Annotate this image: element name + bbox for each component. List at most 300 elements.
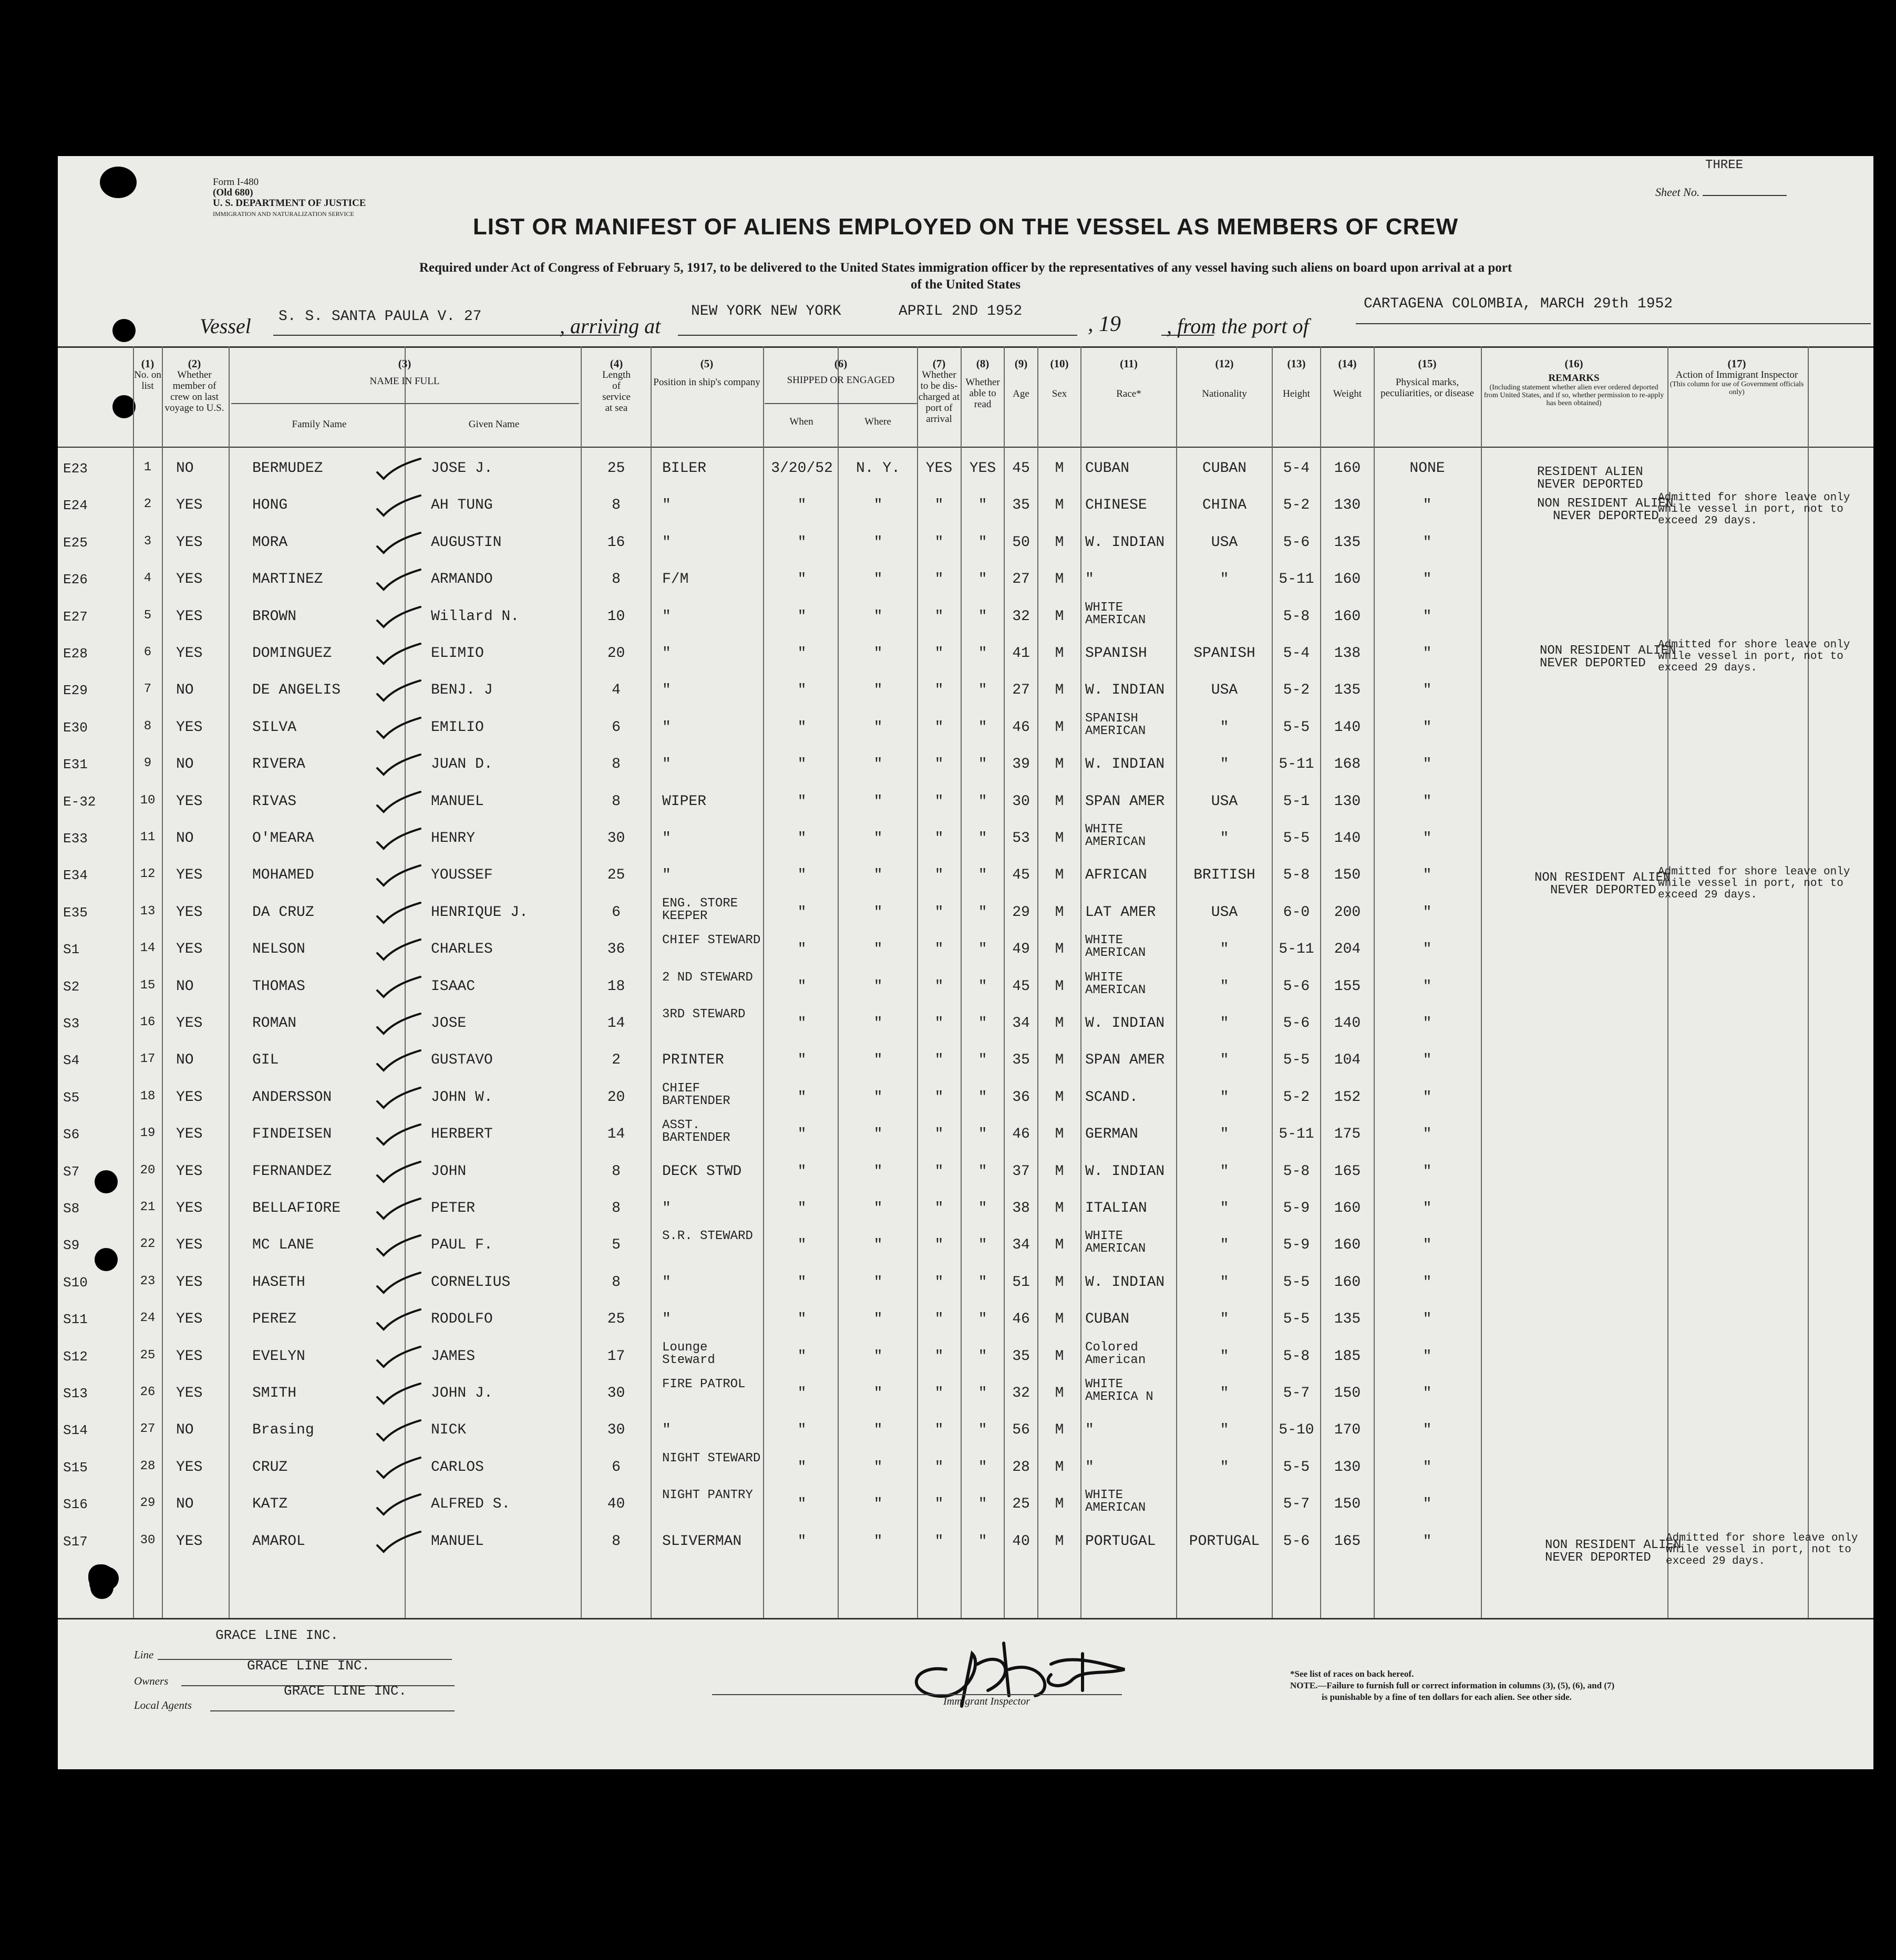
sheet-word: THREE bbox=[1705, 158, 1744, 172]
cell-code: S9 bbox=[63, 1237, 80, 1254]
cell-age: 28 bbox=[1012, 1459, 1030, 1476]
cell-marks: " bbox=[1423, 1496, 1432, 1513]
cell-nationality: " bbox=[1220, 1200, 1229, 1216]
cell-race: SPAN AMER bbox=[1085, 793, 1165, 810]
cell-age: 46 bbox=[1012, 1311, 1030, 1328]
cell-weight: 104 bbox=[1334, 1052, 1361, 1069]
col-17-header: (17) Action of Immigrant Inspector (This column for use of Government officials only) bbox=[1670, 357, 1804, 396]
cell-family: CRUZ bbox=[252, 1459, 288, 1476]
cell-code: S1 bbox=[63, 942, 80, 958]
cell-family: BERMUDEZ bbox=[252, 460, 323, 477]
agents-label: Local Agents bbox=[134, 1699, 192, 1711]
cell-age: 32 bbox=[1012, 1385, 1030, 1401]
cell-when: " bbox=[797, 1052, 807, 1069]
cell-when: " bbox=[797, 1015, 807, 1031]
cell-read: " bbox=[978, 1015, 987, 1031]
cell-no: 30 bbox=[140, 1533, 156, 1548]
cell-read: " bbox=[978, 645, 987, 662]
cell-discharged: " bbox=[934, 1422, 944, 1439]
col-1-header: (1) No. on list bbox=[134, 357, 161, 391]
cell-position: " bbox=[662, 497, 671, 514]
cell-nationality: " bbox=[1220, 571, 1229, 588]
cell-marks: " bbox=[1423, 1459, 1432, 1476]
cell-discharged: " bbox=[934, 1274, 944, 1291]
cell-service: 17 bbox=[607, 1348, 625, 1365]
cell-nationality: " bbox=[1220, 1237, 1229, 1254]
col-15-header: (15) Physical marks, peculiarities, or disease bbox=[1380, 357, 1474, 399]
cell-code: S13 bbox=[63, 1386, 88, 1401]
sheet-number bbox=[1655, 185, 1787, 199]
cell-given: HENRIQUE J. bbox=[431, 904, 528, 921]
cell-sex: M bbox=[1055, 1348, 1064, 1365]
cell-given: AUGUSTIN bbox=[431, 534, 502, 551]
cell-discharged: " bbox=[934, 534, 944, 551]
form-id bbox=[213, 177, 366, 219]
cell-where: N. Y. bbox=[856, 460, 900, 477]
cell-discharged: " bbox=[934, 941, 944, 958]
cell-marks: " bbox=[1423, 978, 1432, 995]
table-row bbox=[58, 711, 1873, 751]
cell-read: " bbox=[978, 1422, 987, 1439]
subtitle-line-2: of the United States bbox=[910, 277, 1021, 292]
cell-race: GERMAN bbox=[1085, 1126, 1138, 1143]
cell-read: " bbox=[978, 830, 987, 847]
cell-when: " bbox=[797, 904, 807, 921]
cell-service: 10 bbox=[607, 608, 625, 625]
check-mark-icon bbox=[373, 1048, 424, 1074]
cell-marks: " bbox=[1423, 1348, 1432, 1365]
cell-no: 23 bbox=[140, 1274, 156, 1288]
cell-discharged: " bbox=[934, 719, 944, 736]
cell-height: 5-2 bbox=[1283, 682, 1310, 699]
col-9-header: (9) Age bbox=[1013, 357, 1029, 399]
cell-family: AMAROL bbox=[252, 1533, 305, 1550]
cell-marks: " bbox=[1423, 1237, 1432, 1254]
cell-sex: M bbox=[1055, 608, 1064, 625]
cell-code: S7 bbox=[63, 1163, 80, 1180]
cell-nationality: USA bbox=[1211, 904, 1238, 921]
cell-position: " bbox=[662, 1422, 671, 1439]
cell-last: NO bbox=[176, 1496, 194, 1513]
cell-height: 5-8 bbox=[1283, 608, 1310, 625]
cell-read: " bbox=[978, 1052, 987, 1069]
cell-service: 4 bbox=[612, 682, 621, 699]
cell-discharged: " bbox=[934, 867, 944, 884]
cell-where: " bbox=[873, 1496, 883, 1513]
cell-no: 20 bbox=[140, 1163, 156, 1178]
page-title: LIST OR MANIFEST OF ALIENS EMPLOYED ON THE VESSEL AS MEMBERS OF CREW bbox=[472, 214, 1459, 240]
cell-read: " bbox=[978, 1459, 987, 1476]
cell-service: 8 bbox=[612, 1163, 621, 1180]
cell-discharged: " bbox=[934, 1163, 944, 1180]
cell-age: 51 bbox=[1012, 1274, 1030, 1291]
cell-when: " bbox=[797, 1200, 807, 1216]
cell-read: " bbox=[978, 867, 987, 884]
table-row bbox=[58, 530, 1873, 566]
cell-position: FIRE PATROL bbox=[662, 1377, 746, 1391]
check-mark-icon bbox=[373, 1196, 424, 1222]
cell-given: YOUSSEF bbox=[431, 867, 493, 884]
vessel-name: S. S. SANTA PAULA V. 27 bbox=[279, 308, 482, 325]
cell-sex: M bbox=[1055, 941, 1064, 958]
cell-marks: " bbox=[1423, 1422, 1432, 1439]
check-mark-icon bbox=[373, 1492, 424, 1518]
cell-age: 45 bbox=[1012, 867, 1030, 884]
check-mark-icon bbox=[373, 827, 424, 852]
cell-weight: 165 bbox=[1334, 1533, 1361, 1550]
check-mark-icon bbox=[373, 1345, 424, 1370]
cell-when: " bbox=[797, 756, 807, 773]
cell-code: E23 bbox=[63, 461, 88, 477]
cell-where: " bbox=[873, 1052, 883, 1069]
cell-last: YES bbox=[176, 497, 203, 514]
cell-nationality: SPANISH bbox=[1193, 645, 1255, 662]
cell-where: " bbox=[873, 719, 883, 736]
cell-given: MANUEL bbox=[431, 1533, 484, 1550]
cell-given: EMILIO bbox=[431, 719, 484, 736]
cell-given: JUAN D. bbox=[431, 756, 493, 773]
cell-service: 18 bbox=[607, 978, 625, 995]
cell-marks: " bbox=[1423, 1385, 1432, 1401]
cell-discharged: " bbox=[934, 1348, 944, 1365]
cell-weight: 160 bbox=[1334, 1237, 1361, 1254]
cell-service: 25 bbox=[607, 460, 625, 477]
cell-marks: " bbox=[1423, 830, 1432, 847]
cell-last: YES bbox=[176, 1459, 203, 1476]
cell-last: YES bbox=[176, 1089, 203, 1106]
cell-given: HERBERT bbox=[431, 1126, 493, 1143]
cell-code: S11 bbox=[63, 1312, 88, 1328]
cell-age: 35 bbox=[1012, 1348, 1030, 1365]
cell-age: 45 bbox=[1012, 978, 1030, 995]
check-mark-icon bbox=[373, 901, 424, 926]
table-row bbox=[58, 933, 1873, 973]
cell-discharged: " bbox=[934, 756, 944, 773]
check-mark-icon bbox=[373, 678, 424, 704]
cell-no: 7 bbox=[143, 682, 152, 697]
cell-position: " bbox=[662, 719, 671, 736]
cell-last: YES bbox=[176, 1163, 203, 1180]
service: IMMIGRATION AND NATURALIZATION SERVICE bbox=[213, 210, 354, 218]
cell-position: ENG. STORE KEEPER bbox=[662, 896, 738, 923]
cell-height: 5-5 bbox=[1283, 830, 1310, 847]
cell-given: ISAAC bbox=[431, 978, 476, 995]
cell-read: " bbox=[978, 1200, 987, 1216]
cell-race: WHITE AMERICAN bbox=[1085, 933, 1146, 961]
cell-service: 14 bbox=[607, 1126, 625, 1143]
cell-height: 5-11 bbox=[1279, 941, 1314, 958]
cell-given: CHARLES bbox=[431, 941, 493, 958]
cell-race: W. INDIAN bbox=[1085, 1274, 1165, 1291]
cell-position: NIGHT PANTRY bbox=[662, 1488, 753, 1503]
cell-marks: " bbox=[1423, 941, 1432, 958]
table-row bbox=[58, 1306, 1873, 1343]
cell-no: 28 bbox=[140, 1459, 156, 1473]
arriving-label: , arriving at bbox=[560, 314, 661, 338]
remark-shore-leave-4: Admitted for shore leave only while vessel in port, not to exceed 29 days. bbox=[1666, 1532, 1858, 1567]
cell-family: HASETH bbox=[252, 1274, 305, 1291]
cell-sex: M bbox=[1055, 1422, 1064, 1439]
cell-no: 27 bbox=[140, 1422, 156, 1437]
cell-sex: M bbox=[1055, 1015, 1064, 1031]
departure-port: CARTAGENA COLOMBIA, MARCH 29th 1952 bbox=[1364, 296, 1673, 312]
cell-no: 25 bbox=[140, 1348, 156, 1363]
cell-marks: " bbox=[1423, 719, 1432, 736]
cell-last: YES bbox=[176, 645, 203, 662]
cell-height: 5-7 bbox=[1283, 1496, 1310, 1513]
cell-marks: " bbox=[1423, 867, 1432, 884]
cell-no: 16 bbox=[140, 1015, 156, 1029]
cell-nationality: " bbox=[1220, 1089, 1229, 1106]
cell-where: " bbox=[873, 1237, 883, 1254]
check-mark-icon bbox=[373, 531, 424, 556]
cell-sex: M bbox=[1055, 534, 1064, 551]
cell-code: S10 bbox=[63, 1274, 88, 1291]
cell-marks: " bbox=[1423, 1163, 1432, 1180]
cell-code: S5 bbox=[63, 1089, 80, 1106]
owners-label: Owners bbox=[134, 1675, 169, 1687]
cell-race: WHITE AMERICAN bbox=[1085, 1229, 1146, 1256]
cell-nationality: BRITISH bbox=[1193, 867, 1255, 884]
cell-last: YES bbox=[176, 719, 203, 736]
col-12-header: (12) Nationality bbox=[1202, 357, 1247, 399]
cell-age: 34 bbox=[1012, 1015, 1030, 1031]
cell-no: 2 bbox=[143, 497, 152, 512]
table-row bbox=[58, 751, 1873, 788]
cell-sex: M bbox=[1055, 719, 1064, 736]
cell-height: 5-8 bbox=[1283, 1348, 1310, 1365]
col-3-header: (3) NAME IN FULL bbox=[369, 357, 440, 387]
sheet-label: Sheet No. bbox=[1655, 185, 1700, 199]
cell-position: Lounge Steward bbox=[662, 1340, 715, 1367]
cell-weight: 160 bbox=[1334, 1274, 1361, 1291]
cell-marks: " bbox=[1423, 571, 1432, 588]
cell-read: " bbox=[978, 756, 987, 773]
cell-discharged: " bbox=[934, 793, 944, 810]
cell-position: " bbox=[662, 1200, 671, 1216]
cell-last: YES bbox=[176, 904, 203, 921]
cell-discharged: " bbox=[934, 904, 944, 921]
cell-when: " bbox=[797, 497, 807, 514]
cell-race: PORTUGAL bbox=[1085, 1533, 1156, 1550]
table-row bbox=[58, 1377, 1873, 1417]
cell-no: 15 bbox=[140, 978, 156, 993]
cell-code: S16 bbox=[63, 1497, 88, 1513]
cell-service: 8 bbox=[612, 1274, 621, 1291]
table-row bbox=[58, 1118, 1873, 1158]
cell-height: 5-5 bbox=[1283, 1274, 1310, 1291]
cell-position: " bbox=[662, 682, 671, 699]
cell-weight: 130 bbox=[1334, 1459, 1361, 1476]
cell-position: PRINTER bbox=[662, 1052, 724, 1069]
cell-last: NO bbox=[176, 460, 194, 477]
cell-code: E34 bbox=[63, 868, 88, 884]
cell-code: E28 bbox=[63, 646, 88, 662]
cell-code: E25 bbox=[63, 534, 88, 551]
cell-weight: 155 bbox=[1334, 978, 1361, 995]
cell-given: PAUL F. bbox=[431, 1237, 493, 1254]
cell-when: " bbox=[797, 1533, 807, 1550]
cell-family: MOHAMED bbox=[252, 867, 314, 884]
cell-position: NIGHT STEWARD bbox=[662, 1451, 761, 1466]
cell-last: YES bbox=[176, 1348, 203, 1365]
cell-where: " bbox=[873, 1533, 883, 1550]
cell-sex: M bbox=[1055, 497, 1064, 514]
cell-race: CUBAN bbox=[1085, 1311, 1130, 1328]
cell-service: 20 bbox=[607, 645, 625, 662]
cell-code: E29 bbox=[63, 683, 88, 699]
cell-height: 5-9 bbox=[1283, 1200, 1310, 1216]
cell-age: 30 bbox=[1012, 793, 1030, 810]
col-10-header: (10) Sex bbox=[1050, 357, 1069, 399]
cell-race: W. INDIAN bbox=[1085, 682, 1165, 699]
cell-sex: M bbox=[1055, 904, 1064, 921]
check-mark-icon bbox=[373, 1418, 424, 1443]
cell-code: S17 bbox=[63, 1533, 88, 1550]
cell-discharged: " bbox=[934, 1496, 944, 1513]
cell-nationality: USA bbox=[1211, 682, 1238, 699]
cell-read: " bbox=[978, 1163, 987, 1180]
cell-family: Brasing bbox=[252, 1422, 314, 1439]
cell-family: SILVA bbox=[252, 719, 297, 736]
cell-nationality: PORTUGAL bbox=[1189, 1533, 1260, 1550]
table-row bbox=[58, 1159, 1873, 1195]
remark-resident-alien: RESIDENT ALIEN NEVER DEPORTED bbox=[1537, 465, 1643, 492]
col-14-header: (14) Weight bbox=[1333, 357, 1362, 399]
cell-weight: 152 bbox=[1334, 1089, 1361, 1106]
cell-given: RODOLFO bbox=[431, 1311, 493, 1328]
cell-when: " bbox=[797, 1459, 807, 1476]
check-mark-icon bbox=[373, 790, 424, 815]
cell-race: WHITE AMERICAN bbox=[1085, 1488, 1146, 1515]
col-3a-header: Family Name bbox=[292, 419, 347, 430]
cell-family: RIVAS bbox=[252, 793, 297, 810]
cell-last: NO bbox=[176, 1422, 194, 1439]
cell-sex: M bbox=[1055, 793, 1064, 810]
cell-age: 32 bbox=[1012, 608, 1030, 625]
cell-given: HENRY bbox=[431, 830, 476, 847]
cell-service: 40 bbox=[607, 1496, 625, 1513]
cell-height: 5-6 bbox=[1283, 1015, 1310, 1031]
cell-age: 45 bbox=[1012, 460, 1030, 477]
cell-read: " bbox=[978, 497, 987, 514]
cell-no: 12 bbox=[140, 867, 156, 882]
cell-race: SPANISH AMERICAN bbox=[1085, 711, 1146, 738]
cell-read: " bbox=[978, 534, 987, 551]
cell-age: 40 bbox=[1012, 1533, 1030, 1550]
remark-shore-leave-2: Admitted for shore leave only while vessel in port, not to exceed 29 days. bbox=[1658, 639, 1850, 674]
cell-nationality: USA bbox=[1211, 534, 1238, 551]
check-mark-icon bbox=[373, 1271, 424, 1296]
cell-no: 26 bbox=[140, 1385, 156, 1399]
cell-nationality: CUBAN bbox=[1202, 460, 1246, 477]
punch-hole bbox=[89, 1570, 112, 1593]
cell-nationality: " bbox=[1220, 756, 1229, 773]
cell-last: YES bbox=[176, 1311, 203, 1328]
cell-position: " bbox=[662, 1274, 671, 1291]
col-2-header: (2) Whether member of crew on last voyage to U.S. bbox=[164, 357, 224, 414]
table-row bbox=[58, 1007, 1873, 1047]
cell-discharged: " bbox=[934, 1459, 944, 1476]
cell-service: 2 bbox=[612, 1052, 621, 1069]
cell-discharged: " bbox=[934, 1311, 944, 1328]
note-penalty: NOTE.—Failure to furnish full or correct information in columns (3), (5), (6), and (7) bbox=[1290, 1680, 1615, 1690]
cell-given: JOHN W. bbox=[431, 1089, 493, 1106]
cell-family: GIL bbox=[252, 1052, 279, 1069]
cell-no: 4 bbox=[143, 571, 152, 586]
cell-given: JOSE bbox=[431, 1015, 467, 1031]
cell-read: " bbox=[978, 1348, 987, 1365]
table-row bbox=[58, 896, 1873, 936]
table-row bbox=[58, 1047, 1873, 1084]
cell-nationality: " bbox=[1220, 1126, 1229, 1143]
cell-last: YES bbox=[176, 608, 203, 625]
cell-family: THOMAS bbox=[252, 978, 305, 995]
cell-position: BILER bbox=[662, 460, 707, 477]
cell-discharged: " bbox=[934, 978, 944, 995]
cell-read: " bbox=[978, 904, 987, 921]
cell-when: " bbox=[797, 1237, 807, 1254]
cell-discharged: " bbox=[934, 645, 944, 662]
cell-family: NELSON bbox=[252, 941, 305, 958]
cell-last: YES bbox=[176, 1200, 203, 1216]
cell-discharged: " bbox=[934, 1052, 944, 1069]
cell-discharged: " bbox=[934, 608, 944, 625]
remark-non-resident-3: NON RESIDENT ALIEN NEVER DEPORTED bbox=[1534, 871, 1671, 898]
cell-nationality: USA bbox=[1211, 793, 1238, 810]
cell-weight: 175 bbox=[1334, 1126, 1361, 1143]
table-row bbox=[58, 1417, 1873, 1454]
cell-age: 41 bbox=[1012, 645, 1030, 662]
cell-no: 8 bbox=[143, 719, 152, 734]
cell-last: YES bbox=[176, 1237, 203, 1254]
cell-race: W. INDIAN bbox=[1085, 1015, 1165, 1031]
punch-hole bbox=[100, 167, 137, 198]
cell-family: BROWN bbox=[252, 608, 297, 625]
cell-position: 3RD STEWARD bbox=[662, 1007, 746, 1022]
check-mark-icon bbox=[373, 457, 424, 482]
cell-when: " bbox=[797, 608, 807, 625]
cell-height: 5-5 bbox=[1283, 1311, 1310, 1328]
cell-family: MC LANE bbox=[252, 1237, 314, 1254]
cell-when: " bbox=[797, 1496, 807, 1513]
cell-sex: M bbox=[1055, 571, 1064, 588]
cell-given: MANUEL bbox=[431, 793, 484, 810]
cell-age: 50 bbox=[1012, 534, 1030, 551]
cell-nationality: " bbox=[1220, 1052, 1229, 1069]
cell-when: " bbox=[797, 1385, 807, 1401]
cell-given: Willard N. bbox=[431, 608, 520, 625]
cell-where: " bbox=[873, 571, 883, 588]
cell-nationality: " bbox=[1220, 1015, 1229, 1031]
remark-shore-leave-1: Admitted for shore leave only while vessel in port, not to exceed 29 days. bbox=[1658, 492, 1850, 527]
cell-where: " bbox=[873, 830, 883, 847]
check-mark-icon bbox=[373, 568, 424, 593]
cell-code: E33 bbox=[63, 831, 88, 847]
cell-sex: M bbox=[1055, 1496, 1064, 1513]
cell-when: " bbox=[797, 534, 807, 551]
cell-code: S12 bbox=[63, 1348, 88, 1365]
cell-discharged: " bbox=[934, 1089, 944, 1106]
cell-race: SPANISH bbox=[1085, 645, 1147, 662]
cell-last: YES bbox=[176, 793, 203, 810]
cell-weight: 160 bbox=[1334, 571, 1361, 588]
cell-code: S3 bbox=[63, 1016, 80, 1031]
cell-read: " bbox=[978, 1311, 987, 1328]
cell-given: BENJ. J bbox=[431, 682, 493, 699]
col-6a-header: When bbox=[789, 416, 813, 427]
inspector-label: Immigrant Inspector bbox=[943, 1696, 1030, 1707]
